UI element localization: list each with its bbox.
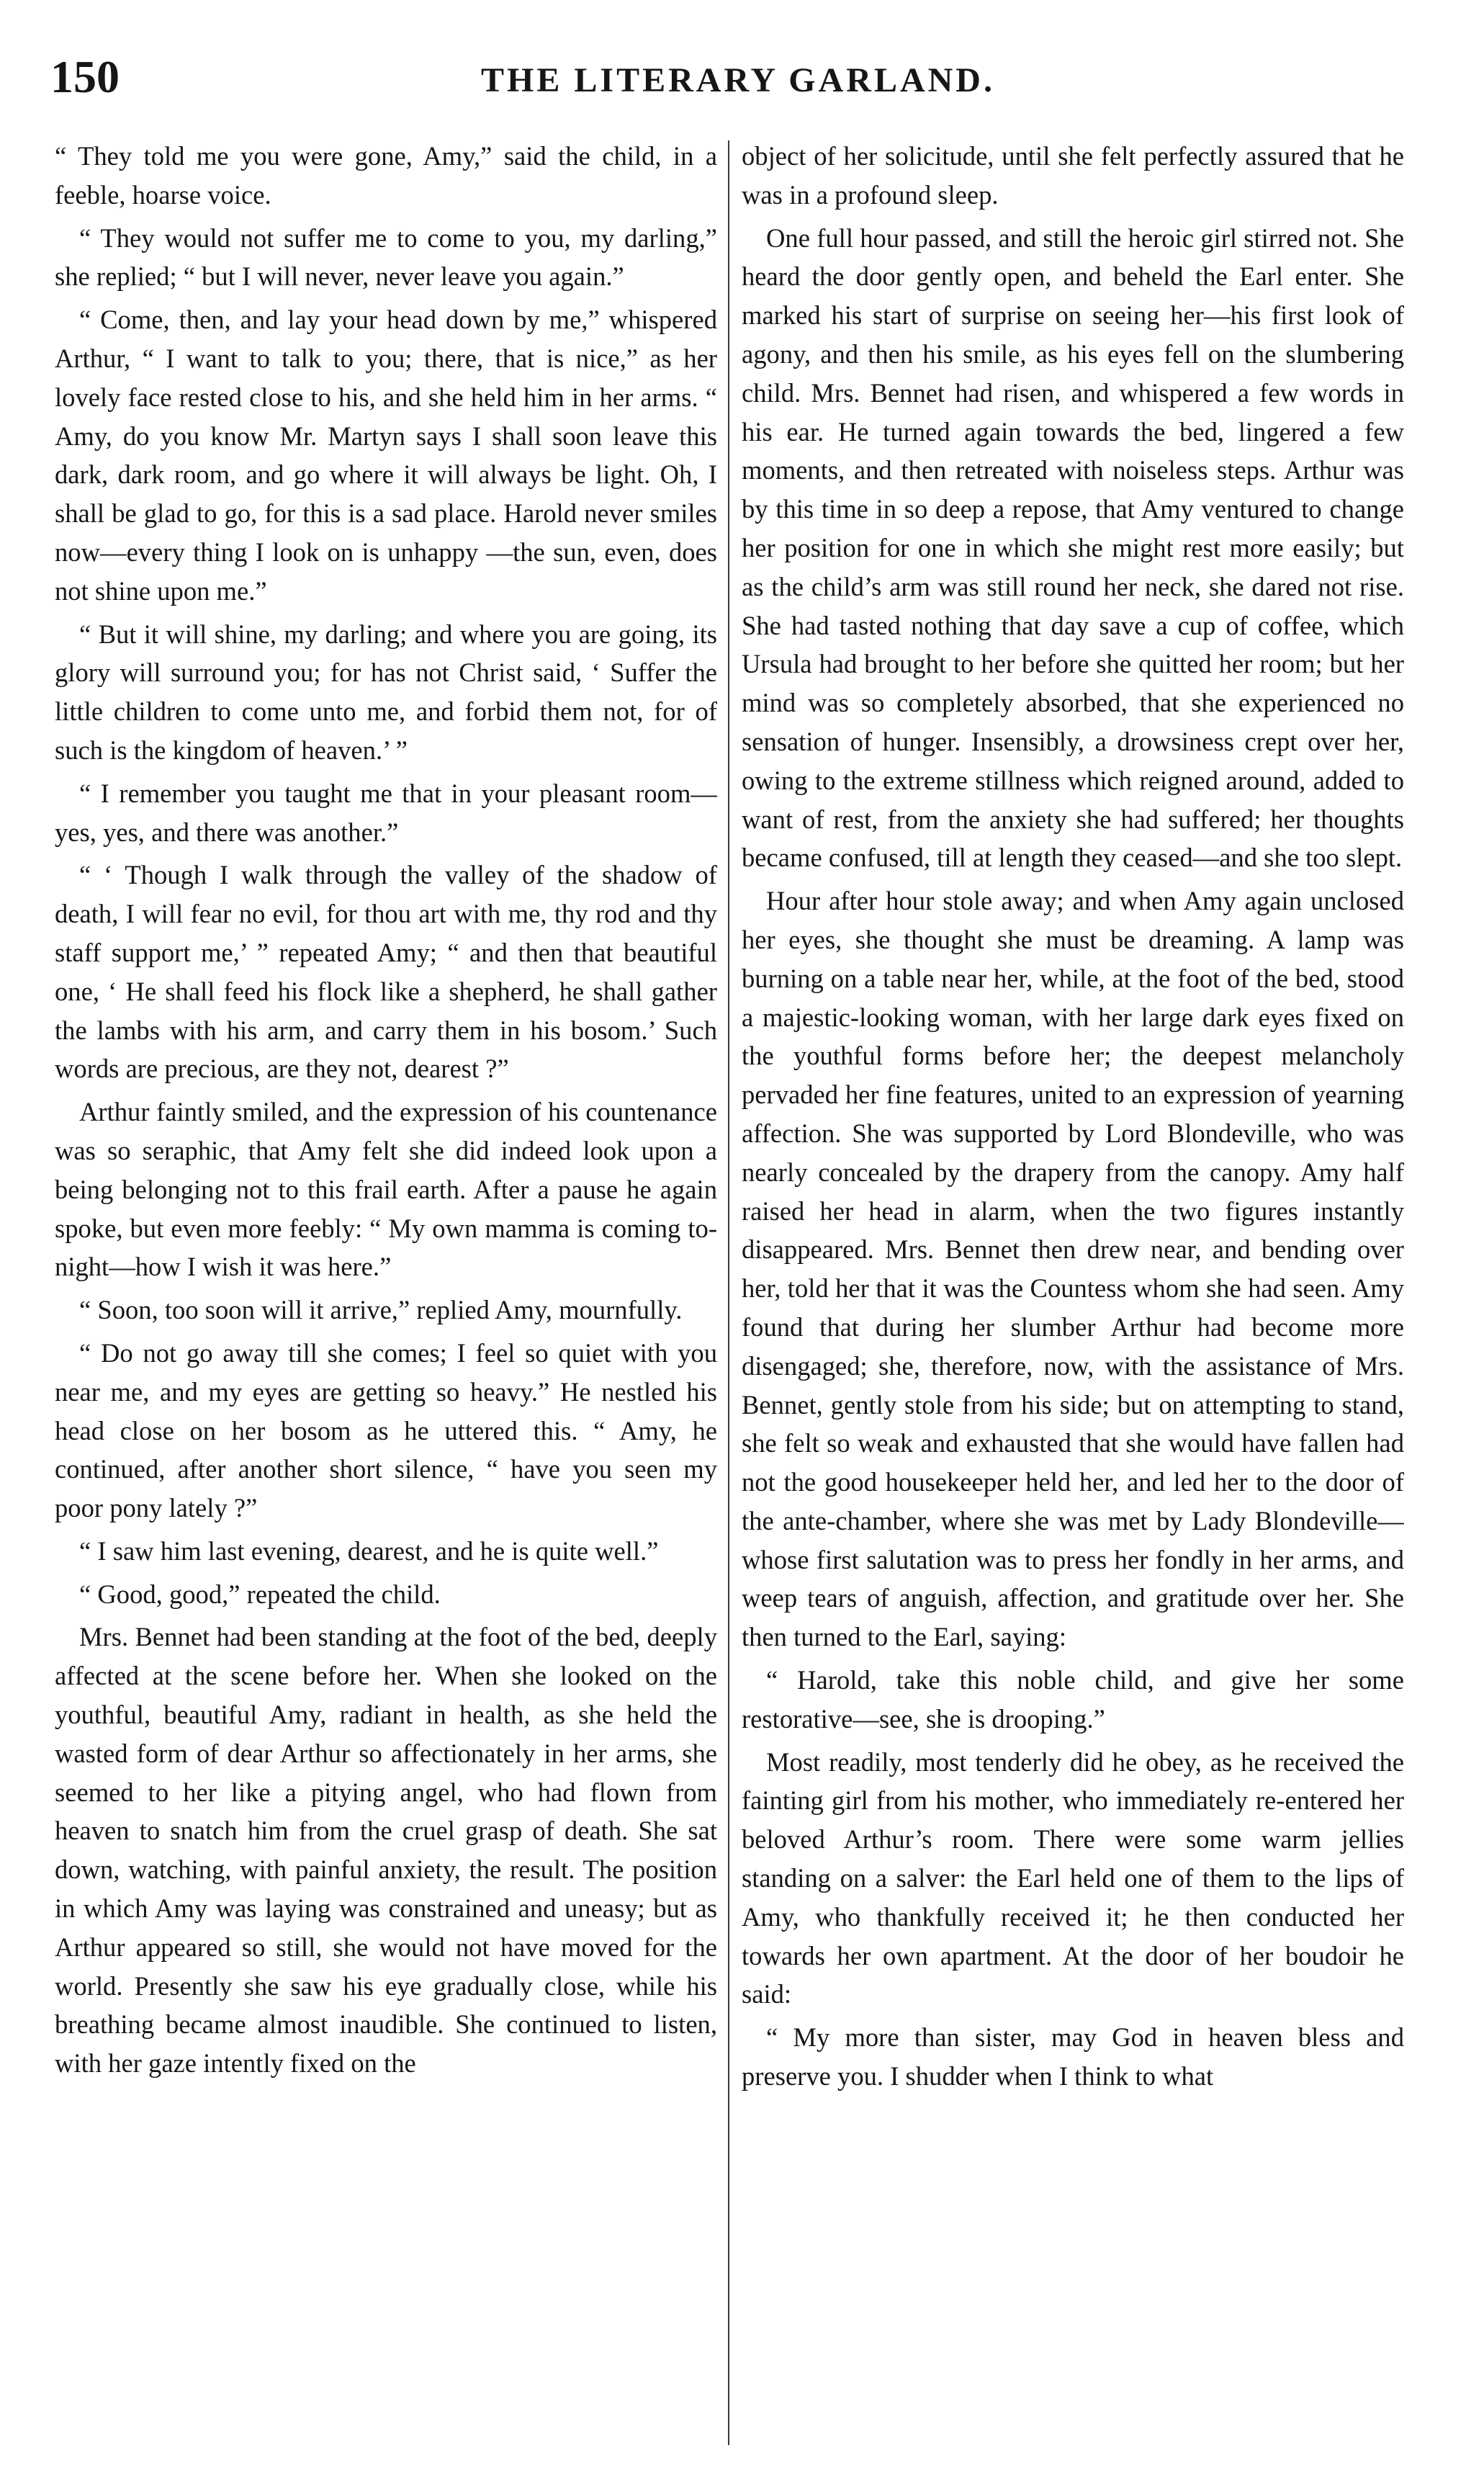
page-header [50,50,1426,122]
paragraph: “ I saw him last evening, dearest, and he is quite well.” [79,1535,659,1566]
paragraph: “ ‘ Though I walk through the valley of the shadow of death, I will fear no evil, for thou art with me, thy rod and thy staff support me,’ ” repeated Amy; “ and then that beautiful one, ‘ He shall feed his flock like a shepherd, he shall gather the lambs with his arm, and carry them in his bosom.’ Such words are precious, are they not, dearest ?” [55,860,717,1084]
column-divider [728,140,729,2445]
paragraph: Mrs. Bennet had been standing at the foot of the bed, deeply affected at the scene before her. When she looked on the youthful, beautiful Amy, radiant in health, as she held the wasted form of dear Arthur so affectionately in her arms, she seemed to her like a pitying angel, who had flown from heaven to snatch him from the cruel grasp of death. She sat down, watching, with painful anxiety, the result. The position in which Amy was laying was constrained and uneasy; but as Arthur appeared so still, she would not have moved for the world. Presently she saw his eye gradually close, while his breathing became almost inaudible. She continued to listen, with her gaze intently fixed on the [55,1622,717,2079]
paragraph: One full hour passed, and still the heroic girl stirred not. She heard the door gently open, and beheld the Earl enter. She marked his start of surprise on seeing her—his first look of agony, and then his smile, as his eyes fell on the slumbering child. Mrs. Bennet had risen, and whispered a few words in his ear. He turned again towards the bed, lingered a few moments, and then retreated with noiseless steps. Arthur was by this time in so deep a repose, that Amy ventured to change her position for one in which she might rest more easily; but as the child’s arm was still round her neck, she dared not rise. She had tasted nothing that day save a cup of coffee, which Ursula had brought to her before she quitted her room; but her mind was so completely absorbed, that she experienced no sensation of hunger. Insensibly, a drowsiness crept over her, owing to the extreme stillness which reigned around, added to want of rest, from the anxiety she had suffered; her thoughts became confused, till at length they ceased—and she too slept. [742,223,1404,873]
paragraph: “ Come, then, and lay your head down by me,” whispered Arthur, “ I want to talk to you; there, that is nice,” as her lovely face rested close to his, and she held him in her arms. “ Amy, do you know Mr. Martyn says I shall soon leave this dark, dark room, and go where it will always be light. Oh, I shall be glad to go, for this is a sad place. Harold never smiles now—every thing I look on is unhappy —the sun, even, does not shine upon me.” [55,305,717,606]
paragraph: “ My more than sister, may God in heaven bless and preserve you. I shudder when I think to what [742,2022,1404,2091]
paragraph: “ They told me you were gone, Amy,” said the child, in a feeble, hoarse voice. [55,141,717,210]
right-column [742,137,1404,2449]
running-title: THE LITERARY GARLAND. [481,61,995,99]
paragraph: object of her solicitude, until she felt perfectly assured that he was in a profound sleep. [742,141,1404,210]
paragraph: “ Good, good,” repeated the child. [79,1579,441,1609]
paragraph: “ Do not go away till she comes; I feel so quiet with you near me, and my eyes are getting so heavy.” He nestled his head close on her bosom as he uttered this. “ Amy, he continued, after another short silence, “ have you seen my poor pony lately ?” [55,1337,717,1523]
left-column [55,137,717,2449]
paragraph: Hour after hour stole away; and when Amy again unclosed her eyes, she thought she must be dreaming. A lamp was burning on a table near her, while, at the foot of the bed, stood a majestic-looking woman, with her large dark eyes fixed on the youthful forms before her; the deepest melancholy pervaded her fine features, united to an expression of yearning affection. She was supported by Lord Blondeville, who was nearly concealed by the drapery from the canopy. Amy half raised her head in alarm, when the two figures instantly disappeared. Mrs. Bennet then drew near, and bending over her, told her that it was the Countess whom she had seen. Amy found that during her slumber Arthur had become more disengaged; she, therefore, now, with the assistance of Mrs. Bennet, gently stole from his side; but on attempting to stand, she felt so weak and exhausted that she would have fallen had not the good housekeeper held her, and led her to the door of the ante-chamber, where she was met by Lady Blondeville—whose first salutation was to press her fondly in her arms, and weep tears of anguish, affection, and gratitude over her. She then turned to the Earl, saying: [742,886,1404,1652]
paragraph: “ But it will shine, my darling; and where you are going, its glory will surround you; for has not Christ said, ‘ Suffer the little children to come unto me, and forbid them not, for of such is the kingdom of heaven.’ ” [55,619,717,765]
paragraph: “ Harold, take this noble child, and give her some restorative—see, she is drooping.” [742,1665,1404,1734]
paragraph: Arthur faintly smiled, and the expression of his countenance was so seraphic, that Amy felt she did indeed look upon a being belonging not to this frail earth. After a pause he again spoke, but even more feebly: “ My own mamma is coming to-night—how I wish it was here.” [55,1097,717,1282]
page-number: 150 [50,51,120,102]
paragraph: “ They would not suffer me to come to you, my darling,” she replied; “ but I will never, never leave you again.” [55,223,717,292]
paragraph: Most readily, most tenderly did he obey, as he received the fainting girl from his mother, who immediately re-entered her beloved Arthur’s room. There were some warm jellies standing on a salver: the Earl held one of them to the lips of Amy, who thankfully received it; he then conducted her towards her own apartment. At the door of her boudoir he said: [742,1747,1404,2009]
paragraph: “ I remember you taught me that in your pleasant room—yes, yes, and there was another.” [55,778,717,847]
paragraph: “ Soon, too soon will it arrive,” replied Amy, mournfully. [79,1295,683,1325]
